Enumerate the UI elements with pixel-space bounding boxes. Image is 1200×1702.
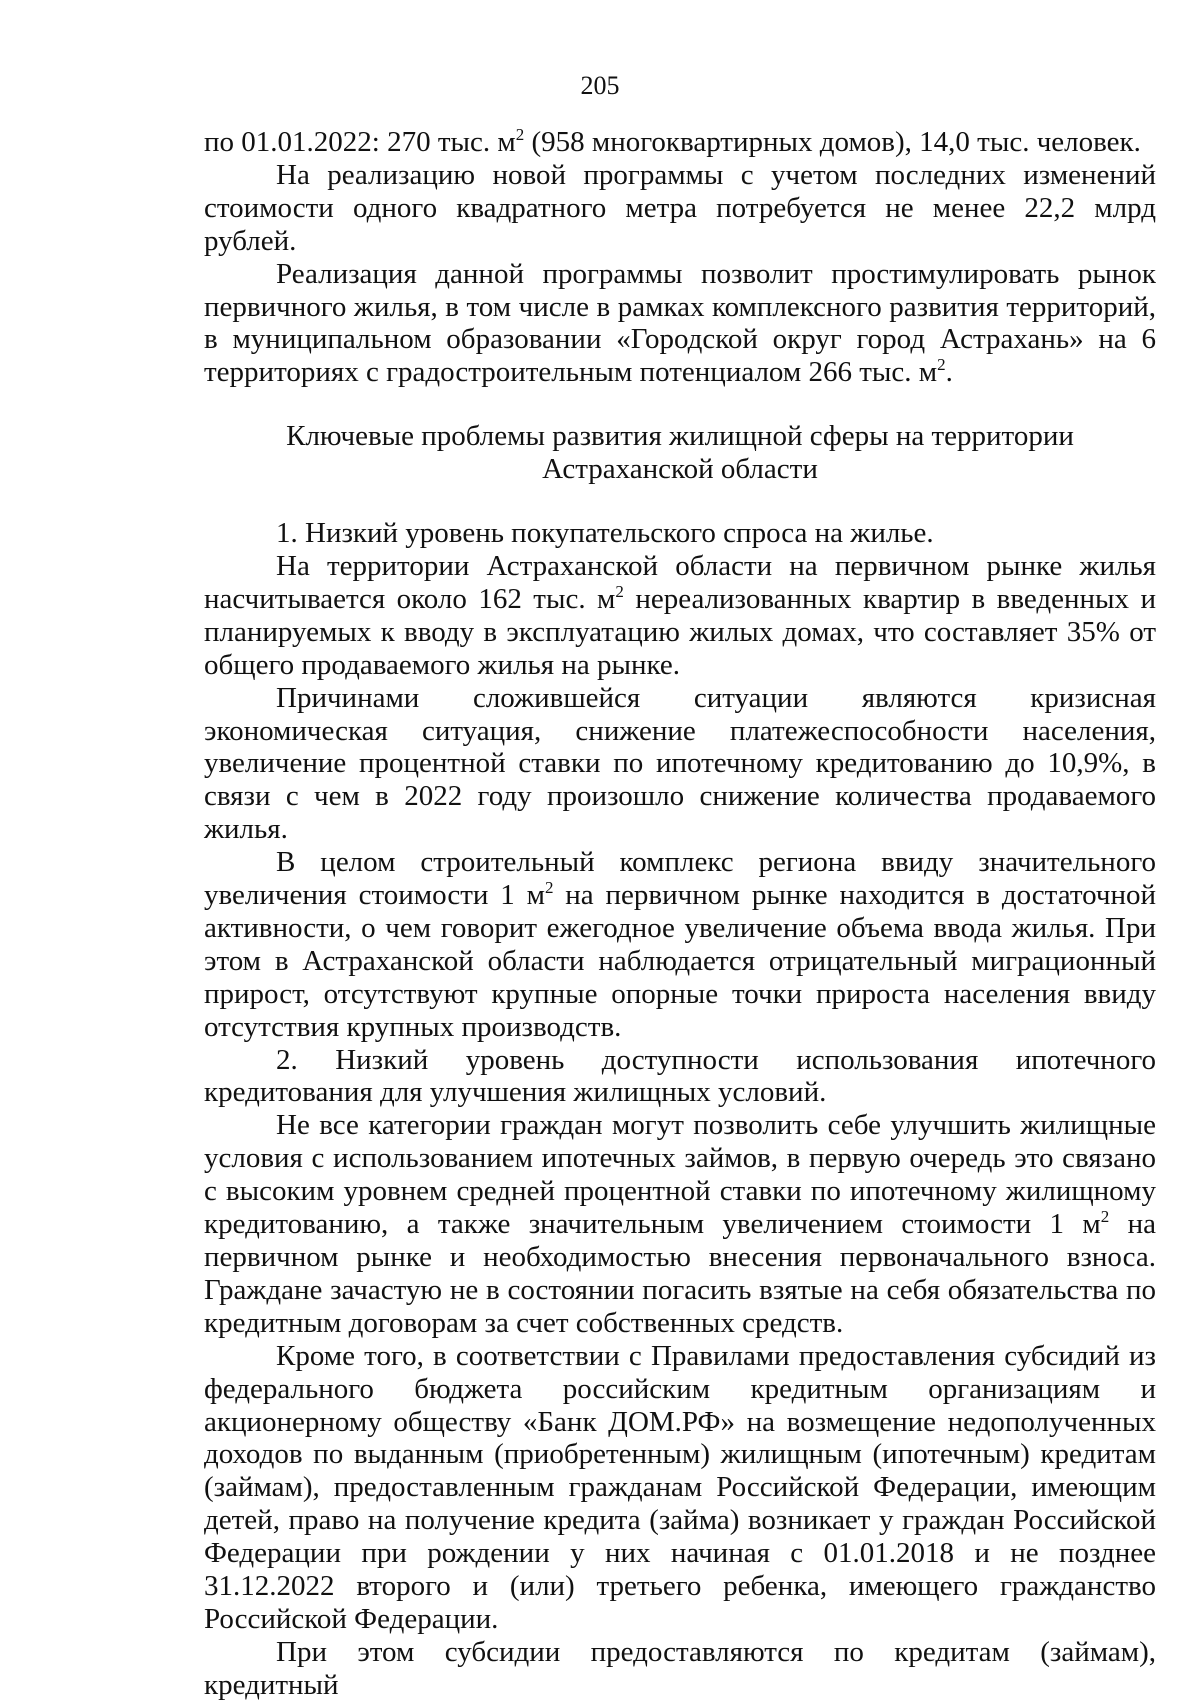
superscript: 2	[544, 878, 554, 898]
spacer	[204, 486, 1156, 517]
text-segment: на первичном рынке находится в достаточной активности, о чем говорит ежегодное увеличение объема ввода жилья. При этом в Астраханской области наблюдается отрицательный миграционный прирост, отсутствуют крупные опорные точки прироста населения ввиду отсутствия крупных производств.	[204, 879, 1156, 1043]
document-body	[204, 126, 1156, 1702]
paragraph	[204, 258, 1156, 390]
superscript: 2	[515, 125, 525, 144]
superscript: 2	[937, 355, 946, 375]
paragraph	[204, 550, 1156, 682]
paragraph: Кроме того, в соответствии с Правилами предоставления субсидий из федерального бюджета российским кредитным организациям и акционерному обществу «Банк ДОМ.РФ» на возмещение недополученных доходов по выданным (приобретенным) жилищным (ипотечным) кредитам (займам), предоставленным гражданам Российской Федерации, имеющим детей, право на получение кредита (займа) возникает у граждан Российской Федерации при рождении у них начиная с 01.01.2018 и не позднее 31.12.2022 второго и (или) третьего ребенка, имеющего гражданство Российской Федерации.	[204, 1339, 1156, 1635]
section-heading: Ключевые проблемы развития жилищной сферы на территории Астраханской области	[286, 420, 1074, 486]
text-segment: (958 многоквартирных домов), 14,0 тыс. человек.	[524, 126, 1141, 158]
paragraph-continuation	[204, 126, 1156, 159]
text-segment: В целом строительный комплекс региона ввиду значительного увеличения стоимости 1 м	[204, 846, 1156, 912]
text-segment: На территории Астраханской области на первичном рынке жилья насчитывается около 162 тыс. м	[204, 549, 1156, 615]
page-number: 205	[580, 71, 620, 100]
list-item-paragraph: 2. Низкий уровень доступности использования ипотечного кредитования для улучшения жилищных условий.	[204, 1043, 1156, 1109]
text-segment: Реализация данной программы позволит простимулировать рынок первичного жилья, в том числе в рамках комплексного развития территорий, в муниципальном образовании «Городской округ город Астрахань» на 6 территориях с градостроительным потенциалом 266 тыс. м	[204, 257, 1156, 389]
spacer	[204, 389, 1156, 420]
paragraph: На реализацию новой программы с учетом последних изменений стоимости одного квадратного метра потребуется не менее 22,2 млрд рублей.	[204, 158, 1156, 257]
paragraph	[204, 1109, 1156, 1339]
paragraph: При этом субсидии предоставляются по кредитам (займам), кредитный	[204, 1635, 1156, 1701]
list-item-paragraph: 1. Низкий уровень покупательского спроса на жилье.	[276, 517, 934, 550]
text-segment: нереализованных квартир в введенных и планируемых к вводу в эксплуатацию жилых домах, что составляет 35% от общего продаваемого жилья на рынке.	[204, 582, 1156, 681]
superscript: 2	[615, 581, 624, 601]
paragraph	[204, 846, 1156, 1043]
text-segment: Не все категории граждан могут позволить себе улучшить жилищные условия с использованием ипотечных займов, в первую очередь это связано с высоким уровнем средней процентной ставки по ипотечному жилищному кредитованию, а также значительным увеличением стоимости 1 м	[204, 1109, 1156, 1241]
superscript: 2	[1100, 1207, 1110, 1227]
text-segment: .	[945, 356, 953, 389]
paragraph: Причинами сложившейся ситуации являются кризисная экономическая ситуация, снижение платежеспособности населения, увеличение процентной ставки по ипотечному кредитованию до 10,9%, в связи с чем в 2022 году произошло снижение количества продаваемого жилья.	[204, 681, 1156, 846]
text-segment: на первичном рынке и необходимостью внесения первоначального взноса. Граждане зачастую не в состоянии погасить взятые на себя обязательства по кредитным договорам за счет собственных средств.	[204, 1208, 1156, 1339]
text-segment: по 01.01.2022: 270 тыс. м	[204, 126, 516, 158]
